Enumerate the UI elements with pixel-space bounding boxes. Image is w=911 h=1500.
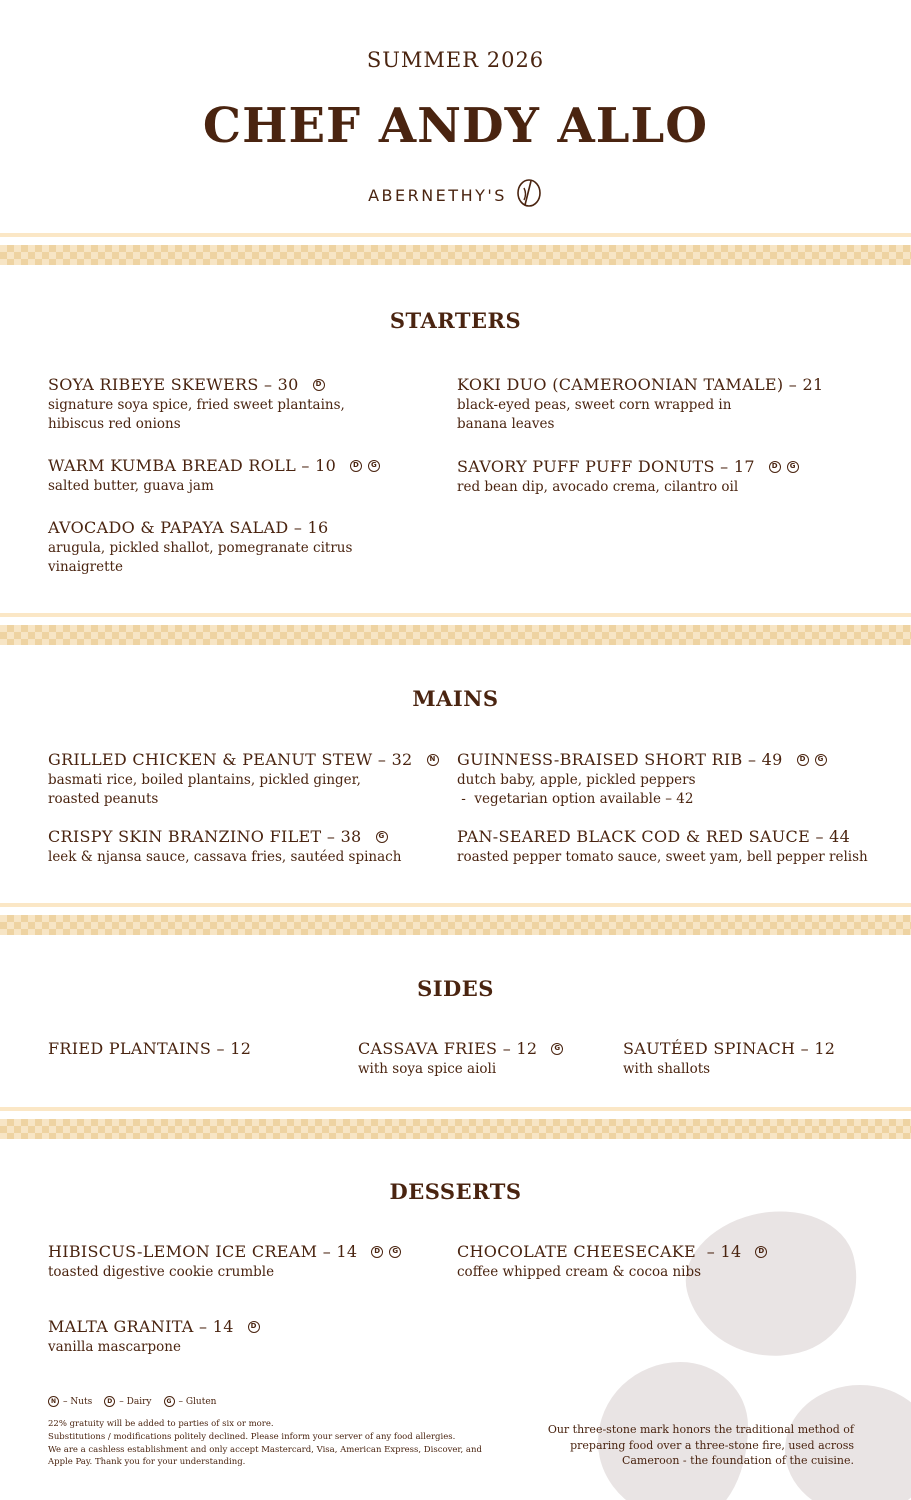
dairy-icon: D [755,1246,767,1258]
item-name: PAN-SEARED BLACK COD & RED SAUCE – 44 [457,827,851,846]
menu-item [457,750,827,808]
item-name: CHOCOLATE CHEESECAKE – 14 [457,1242,742,1261]
menu-item [623,1039,835,1079]
item-description: with shallots [623,1061,711,1077]
item-name: CASSAVA FRIES – 12 [358,1039,538,1058]
gluten-icon: G [551,1043,563,1055]
item-name: AVOCADO & PAPAYA SALAD – 16 [48,518,329,537]
gluten-icon: G [389,1246,401,1258]
item-name: SAVORY PUFF PUFF DONUTS – 17 [457,457,755,476]
item-description: arugula, pickled shallot, pomegranate citrus vinaigrette [48,540,353,575]
item-name: KOKI DUO (CAMEROONIAN TAMALE) – 21 [457,375,824,394]
gluten-icon: G [164,1396,175,1407]
item-name: WARM KUMBA BREAD ROLL – 10 [48,456,337,475]
dairy-icon: D [248,1321,260,1333]
item-name: FRIED PLANTAINS – 12 [48,1039,252,1058]
item-description: salted butter, guava jam [48,478,214,494]
brand-lockup [0,178,911,212]
menu-item [48,1039,251,1058]
item-description: black-eyed peas, sweet corn wrapped in banana leaves [457,397,732,432]
gluten-icon: G [815,754,827,766]
dairy-icon: D [350,460,362,472]
item-name: MALTA GRANITA – 14 [48,1317,234,1336]
nuts-icon: N [427,754,439,766]
section-title-desserts: DESSERTS [389,1179,522,1204]
item-description: roasted pepper tomato sauce, sweet yam, bell pepper relish [457,849,868,865]
dairy-icon: D [104,1396,115,1407]
legend-label: – Gluten [178,1396,217,1407]
item-description: red bean dip, avocado crema, cilantro oil [457,479,739,495]
brand-name: ABERNETHY'S [368,185,507,205]
season-label: SUMMER 2026 [366,48,545,72]
nuts-icon: N [48,1396,59,1407]
item-description: vanilla mascarpone [48,1339,181,1355]
section-title-starters: STARTERS [389,308,522,333]
item-description: with soya spice aioli [358,1061,497,1077]
pattern-divider [0,233,911,268]
menu-item [48,750,439,808]
menu-item [48,827,401,867]
item-description: signature soya spice, fried sweet plantains, hibiscus red onions [48,397,345,432]
pattern-divider [0,903,911,938]
three-stone-story: Our three-stone mark honors the traditional method of preparing food over a three-stone fire, used across Cameroon - the foundation of the cuisine. [547,1423,854,1467]
gluten-icon: G [376,831,388,843]
item-name: CRISPY SKIN BRANZINO FILET – 38 [48,827,362,846]
item-name: HIBISCUS-LEMON ICE CREAM – 14 [48,1242,358,1261]
item-description: toasted digestive cookie crumble [48,1264,275,1280]
menu-item [457,457,799,497]
pattern-divider [0,613,911,648]
dairy-icon: D [371,1246,383,1258]
allergen-legend [48,1396,228,1407]
gluten-icon: G [787,461,799,473]
item-description: coffee whipped cream & cocoa nibs [457,1264,702,1280]
decorative-blob [673,1194,873,1376]
section-title-sides: SIDES [417,976,494,1001]
menu-item [358,1039,563,1079]
chef-title: CHEF ANDY ALLO [202,98,709,154]
item-description: leek & njansa sauce, cassava fries, sautéed spinach [48,849,402,865]
pattern-divider [0,1107,911,1142]
three-stone-mark-icon [515,178,543,212]
dairy-icon: D [797,754,809,766]
dairy-icon: D [769,461,781,473]
item-name: SAUTÉED SPINACH – 12 [623,1039,836,1058]
menu-item [457,375,823,433]
legend-label: – Nuts [63,1396,93,1407]
menu-item [48,1242,401,1282]
dairy-icon: D [313,379,325,391]
item-name: GUINNESS-BRAISED SHORT RIB – 49 [457,750,783,769]
item-name: SOYA RIBEYE SKEWERS – 30 [48,375,299,394]
menu-item [48,518,352,576]
menu-item [48,456,380,496]
policy-notes: 22% gratuity will be added to parties of six or more. Substitutions / modifications politely declined. Please inform your server of any food allergies. We are a cashless establishment and only accept Mastercard, Visa, American Express, Discover, and Apple Pay. Thank you for your understanding. [48,1419,482,1468]
section-title-mains: MAINS [412,686,499,711]
item-name: GRILLED CHICKEN & PEANUT STEW – 32 [48,750,413,769]
gluten-icon: G [368,460,380,472]
menu-item [48,375,345,433]
menu-item [457,827,868,867]
legend-label: – Dairy [119,1396,152,1407]
item-description: basmati rice, boiled plantains, pickled ginger, roasted peanuts [48,772,361,807]
menu-item [48,1317,260,1357]
item-description: dutch baby, apple, pickled peppers - vegetarian option available – 42 [457,772,696,807]
menu-item [457,1242,767,1282]
